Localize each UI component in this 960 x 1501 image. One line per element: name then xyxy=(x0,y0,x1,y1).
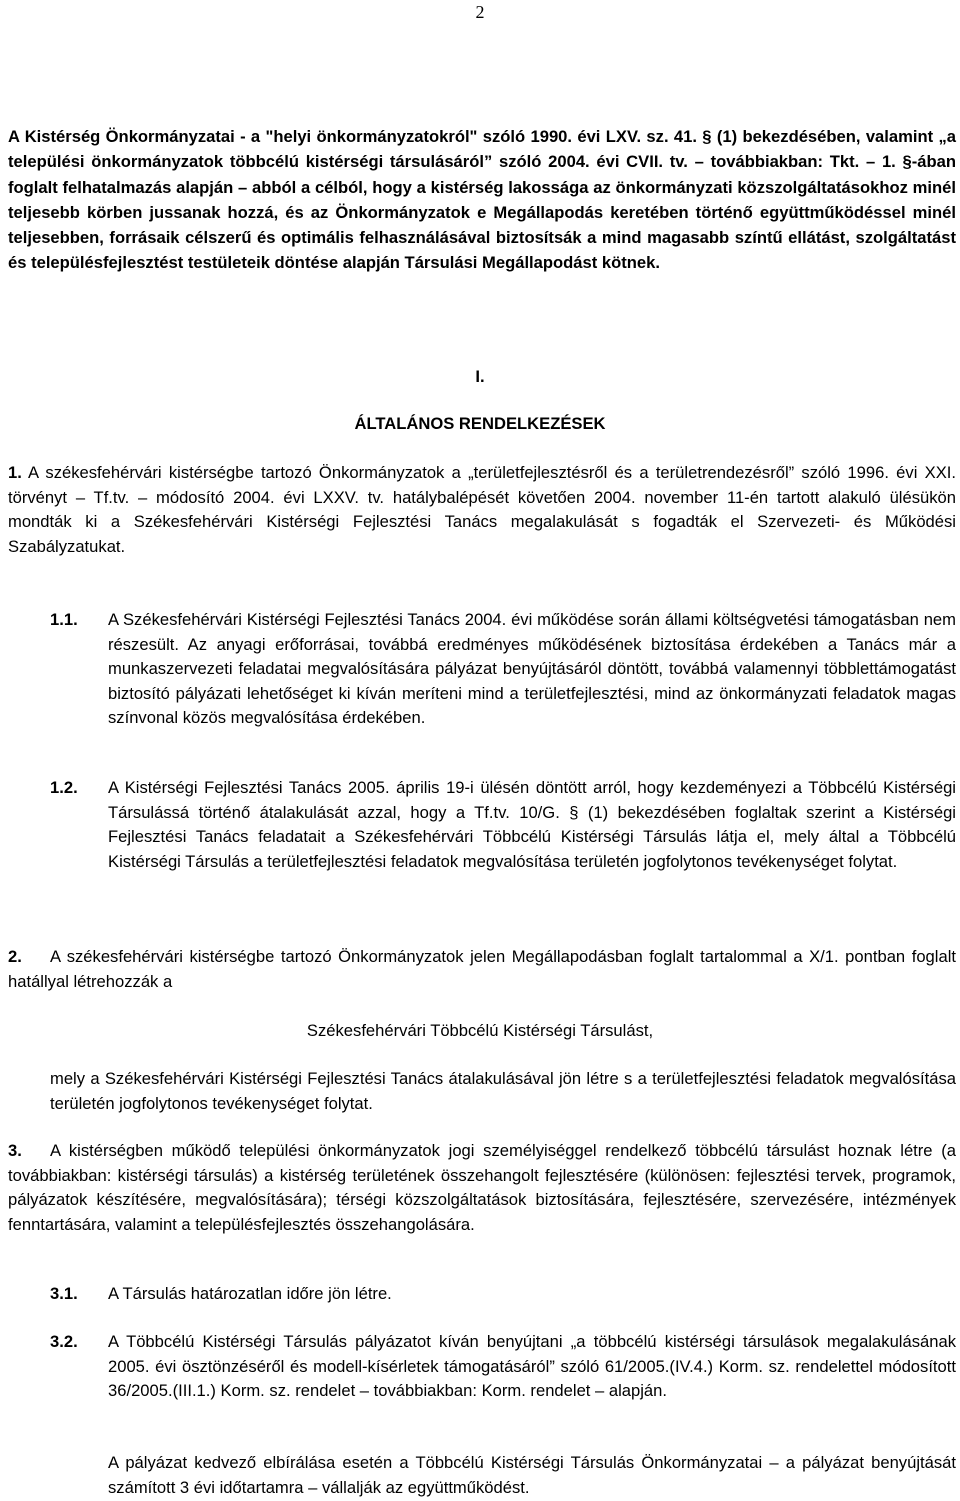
preamble-paragraph: A Kistérség Önkormányzatai - a "helyi önkormányzatokról" szóló 1990. évi LXV. sz. 41. § (1) bekezdésében, valamint „a települési önkormányzatok többcélú kistérségi társulásáról” szóló 2004. évi CVII. tv. – továbbiakban: Tkt. – 1. §-ában foglalt felhatalmazás alapján – abból a célból, hogy a kistérség lakossága az önkormányzati közszolgáltatásokhoz minél teljesebb körben jussanak hozzá, és az Önkormányzatok e Megállapodás keretében történő együttműködéssel minél teljesebben, forrásaik célszerű és optimális felhasználásával biztosítsák a mind magasabb színtű ellátást, szolgáltatást és településfejlesztést testületeik döntése alapján Társulási Megállapodást kötnek. xyxy=(8,127,956,273)
section-3-2 xyxy=(50,1330,956,1404)
section-3-label: 3. xyxy=(8,1141,22,1160)
section-2-text: A székesfehérvári kistérségbe tartozó Önkormányzatok jelen Megállapodásban foglalt tartalommal a X/1. pontban foglalt hatállyal létrehozzák a xyxy=(8,947,956,991)
section-2-after: mely a Székesfehérvári Kistérségi Fejlesztési Tanács átalakulásával jön létre s a területfejlesztési feladatok megvalósítása területén jogfolytonos tevékenységet folytat. xyxy=(50,1069,956,1113)
section-3-2-label: 3.2. xyxy=(50,1332,78,1351)
section-1-2-text: A Kistérségi Fejlesztési Tanács 2005. április 19-i ülésén döntött arról, hogy kezdeményezi a Többcélú Kistérségi Társulássá történő átalakulását azzal, hogy a Tf.tv. 10/G. § (1) bekezdésében foglaltak szerint a Kistérségi Fejlesztési Tanács feladatait a Székesfehérvári Többcélú Kistérségi Társulás látja el, mely által a Többcélú Kistérségi Társulás a területfejlesztési feladatok megvalósítása területén jogfolytonos tevékenységet folytat. xyxy=(108,778,956,871)
section-3 xyxy=(8,1139,956,1237)
page-number: 2 xyxy=(475,2,485,22)
section-3-1 xyxy=(50,1282,956,1307)
section-2-center: Székesfehérvári Többcélú Kistérségi Társulást, xyxy=(306,1021,654,1040)
chapter-number: I. xyxy=(475,367,485,386)
section-1-1-label: 1.1. xyxy=(50,610,78,629)
section-3-text: A kistérségben működő települési önkormányzatok jogi személyiséggel rendelkező többcélú társulást hoznak létre (a továbbiakban: kistérségi társulás) a kistérség területének összehangolt fejlesztésére (különösen: fejlesztési tervek, programok, pályázatok készítésére, megvalósítására); térségi közszolgáltatások biztosítására, fejlesztésére, szervezésére, intézmények fenntartására, valamint a településfejlesztés összehangolására. xyxy=(8,1141,956,1234)
section-2 xyxy=(8,945,956,994)
section-1-text: A székesfehérvári kistérségbe tartozó Önkormányzatok a „területfejlesztésről és a területrendezésről” szóló 1996. évi XXI. törvényt – Tf.tv. – módosító 2004. évi LXXV. tv. hatálybalépését követően 2004. november 11-én tartott alakuló ülésükön mondták ki a Székesfehérvári Kistérségi Fejlesztési Tanács megalakulását s fogadták el Szervezeti- és Működési Szabályzatukat. xyxy=(8,463,956,556)
section-1-2-label: 1.2. xyxy=(50,778,78,797)
section-1 xyxy=(8,461,956,559)
section-1-1 xyxy=(50,608,956,731)
section-3-2-after: A pályázat kedvező elbírálása esetén a Többcélú Kistérségi Társulás Önkormányzatai – a pályázat benyújtását számított 3 évi időtartamra – vállalják az együttműködést. xyxy=(108,1453,956,1497)
section-2-label: 2. xyxy=(8,947,22,966)
section-1-1-text: A Székesfehérvári Kistérségi Fejlesztési Tanács 2004. évi működése során állami költségvetési támogatásban nem részesült. Az anyagi erőforrásai, továbbá eredményes működésének biztosítása érdekében a Tanács már a munkaszervezeti feladatai megvalósítására pályázat benyújtásáról döntött, továbbá valamennyi többlettámogatást biztosító pályázati lehetőséget ki kíván meríteni mind a területfejlesztési, mind az önkormányzati feladatok magas színvonal közös megvalósítása érdekében. xyxy=(108,610,956,727)
section-1-label: 1. xyxy=(8,463,22,482)
section-1-2 xyxy=(50,776,956,874)
chapter-title: ÁLTALÁNOS RENDELKEZÉSEK xyxy=(354,414,606,433)
section-3-1-text: A Társulás határozatlan időre jön létre. xyxy=(108,1284,392,1303)
section-3-2-text: A Többcélú Kistérségi Társulás pályázatot kíván benyújtani „a többcélú kistérségi társulások megalakulásának 2005. évi ösztönzéséről és modell-kísérletek támogatásáról” szóló 61/2005.(IV.4.) Korm. sz. rendelettel módosított 36/2005.(III.1.) Korm. sz. rendelet – továbbiakban: Korm. rendelet – alapján. xyxy=(108,1332,956,1400)
section-3-1-label: 3.1. xyxy=(50,1284,78,1303)
